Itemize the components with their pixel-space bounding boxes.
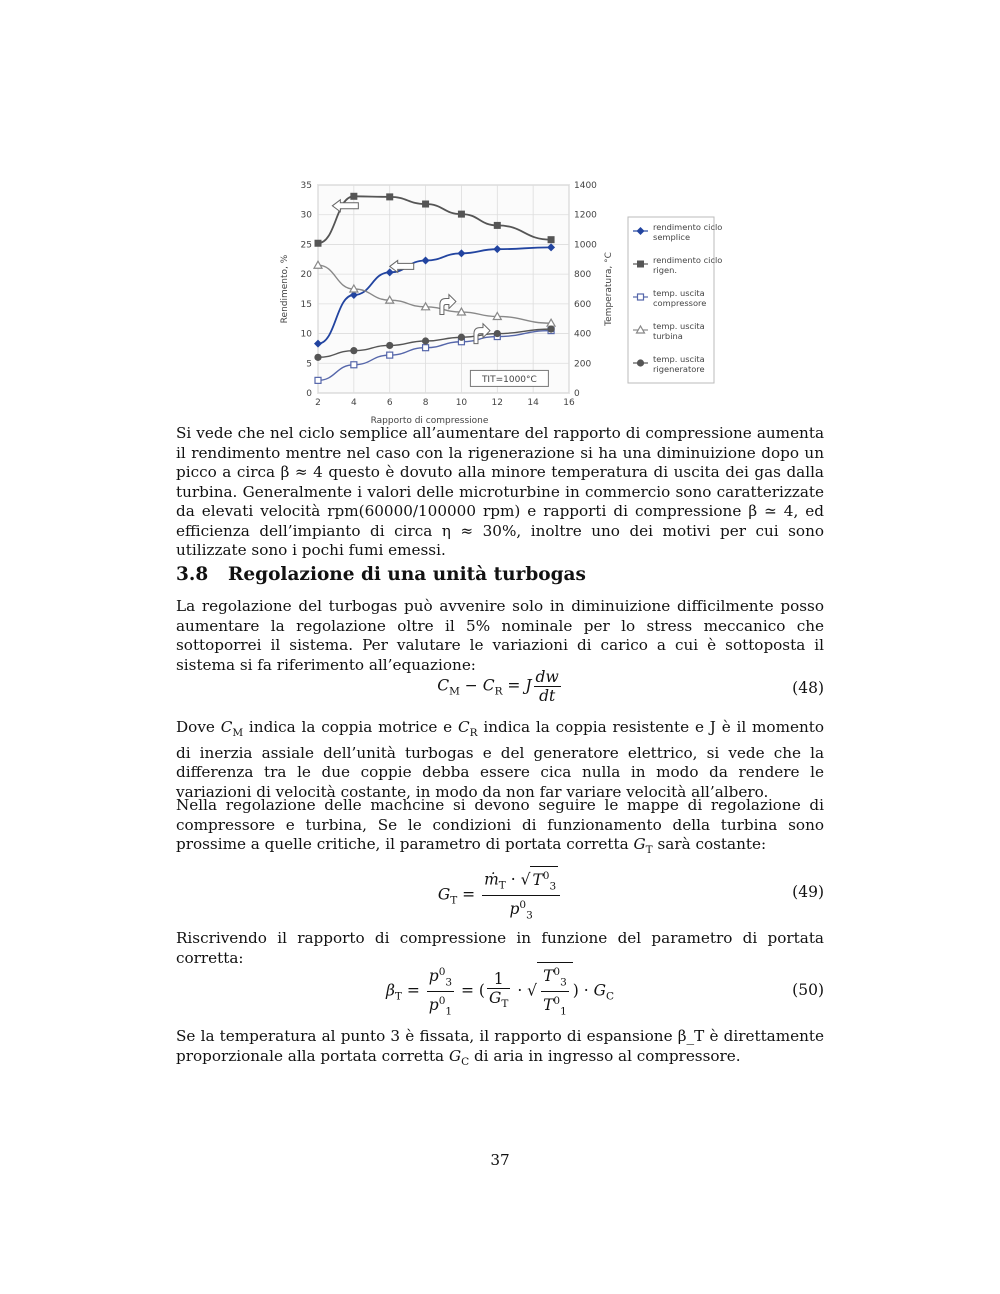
eq50-sqrt <box>537 962 573 1021</box>
paragraph-3-text: Dove $C_M$ indica la coppia motrice e $C_R$ indica la coppia resistente e J è il momento di inerzia assiale dell’unità turbogas e del generatore elettrico, si vede che la differenza tra le due coppie debba essere cica nulla in modo da rendere le variazioni di velocità costante, in modo da non far variare velocità all’albero. <box>176 718 824 801</box>
equation-48-body <box>176 668 824 705</box>
eq50-dot-1: · √ <box>512 981 538 1000</box>
legend-label-2-line2: compressore <box>653 298 707 308</box>
legend-label-0-line2: semplice <box>653 232 691 242</box>
paragraph-4-text: Nella regolazione delle machcine si devono seguire le mappe di regolazione di compressore e turbina, Se le condizioni di funzionamento della turbina sono prossime a quelle critiche, il parametro di portata corretta $G_T$ sarà costante: <box>176 796 824 857</box>
eq49-p-sup: 0 <box>519 899 527 912</box>
x-tick-label: 10 <box>455 398 468 408</box>
series-4-point <box>314 354 321 361</box>
eq50-g: G <box>488 988 502 1007</box>
eq49-p: p <box>509 900 520 919</box>
x-tick-label: 2 <box>315 398 321 408</box>
paragraph-5-text: Riscrivendo il rapporto di compressione in funzione del parametro di portata corretta: <box>176 929 824 967</box>
equation-50-body: $\beta_T$ = $\frac{p^0_3}{p^0_1}$ = ( $\frac{1}{G_T}$ · √ $\frac{T^0_3}{T^0_1}$ ) · $G_C$ <box>176 962 824 1021</box>
y-left-tick-label: 30 <box>300 210 312 221</box>
series-4-point <box>422 337 429 344</box>
eq48-cm: C <box>437 676 450 695</box>
eq49-p-sub: 3 <box>526 909 533 922</box>
eq50-t1-sup: 0 <box>553 995 561 1008</box>
eq49-t-sup: 0 <box>542 870 550 882</box>
eq49-mdot: ṁ <box>484 870 499 889</box>
eq50-p1 <box>427 992 454 1020</box>
section-title: Regolazione di una unità turbogas <box>228 564 586 585</box>
x-tick-label: 6 <box>386 398 393 408</box>
x-axis-label: Rapporto di compressione <box>370 416 489 426</box>
series-1-point <box>315 240 322 247</box>
series-1-point <box>386 193 393 200</box>
eq48-cr: − C <box>459 676 495 695</box>
series-1-point <box>494 222 501 229</box>
x-tick-label: 4 <box>350 398 357 408</box>
paragraph-1-text: Si vede che nel ciclo semplice all’aumentare del rapporto di compressione aumenta il rendimento mentre nel caso con la rigenerazione si ha una diminuizione dopo un picco a circa β ≈ 4 questo è dovuto alla minore temperatura di uscita dei gas dalla turbina. Generalmente i valori delle microturbine in commercio sono caratterizzate da elevati velocità rpm(60000/100000 rpm) e rapporti di compressione β ≃ 4, ed efficienza dell’impianto di circa η ≈ 30%, inoltre uno dei motivi per cui sono utilizzate sono i pochi fumi emessi. <box>176 424 824 559</box>
legend-label-1: rendimento ciclo <box>653 255 723 265</box>
legend-label-2: temp. uscita <box>653 288 705 298</box>
eq49-t-sub: 3 <box>549 880 557 893</box>
eq50-inverse-fraction <box>487 970 510 1013</box>
eq50-t3-sup: 0 <box>553 966 561 978</box>
eq50-open-paren: = ( <box>461 981 485 1000</box>
eq50-p1-sup: 0 <box>438 994 446 1007</box>
y-right-tick-label: 800 <box>574 270 592 281</box>
eq50-beta-sub: T <box>394 990 402 1003</box>
eq49-fraction <box>482 866 560 925</box>
eq48-j: = J <box>502 676 532 695</box>
y-right-tick-label: 600 <box>574 299 592 310</box>
eq50-p3-p: p <box>428 966 439 985</box>
series-4-point <box>458 334 465 341</box>
eq49-mdot-sub: T <box>498 879 506 892</box>
y-left-axis-label: Rendimento, % <box>280 254 290 324</box>
eq49-t: T <box>532 871 543 890</box>
y-left-tick-label: 15 <box>300 299 312 310</box>
eq50-p3-sup: 0 <box>438 965 446 978</box>
y-left-tick-label: 25 <box>300 240 312 251</box>
legend-marker-1 <box>637 261 644 268</box>
y-right-tick-label: 1200 <box>574 210 597 221</box>
equation-49 <box>176 866 824 922</box>
eq50-t3-sub: 3 <box>560 976 567 989</box>
legend-label-3-line2: turbina <box>653 331 683 341</box>
eq48-numerator: dw <box>535 668 559 686</box>
y-right-tick-label: 0 <box>574 389 580 399</box>
y-left-tick-label: 5 <box>306 359 312 370</box>
x-tick-label: 16 <box>563 398 575 408</box>
equation-49-number: (49) <box>792 883 824 901</box>
paragraph-regulation-intro <box>176 597 824 675</box>
eq49-g: G <box>437 885 451 904</box>
section-number: 3.8 <box>176 564 209 585</box>
eq50-p1-sub: 1 <box>445 1005 453 1017</box>
y-left-tick-label: 0 <box>306 389 312 399</box>
eq48-fraction <box>534 668 561 705</box>
eq48-cm-sub: M <box>449 685 460 698</box>
eq50-gt <box>487 989 510 1013</box>
series-1-point <box>548 236 555 243</box>
eq50-pressure-fraction <box>427 963 454 1021</box>
annotation-text: TIT=1000°C <box>481 374 537 385</box>
eq50-p1-p: p <box>428 995 439 1014</box>
y-left-tick-label: 10 <box>300 329 312 340</box>
eq50-g-sub: T <box>501 997 509 1010</box>
legend-label-4: temp. uscita <box>653 354 705 364</box>
y-right-tick-label: 1400 <box>574 181 597 191</box>
legend-marker-4 <box>637 359 644 366</box>
legend-label-4-line2: rigeneratore <box>653 364 705 374</box>
legend-label-0: rendimento ciclo <box>653 222 723 232</box>
eq50-temp-fraction <box>541 963 569 1021</box>
x-tick-label: 14 <box>527 398 539 408</box>
eq50-p3-sub: 3 <box>445 975 453 988</box>
series-1-point <box>458 211 465 218</box>
y-left-tick-label: 35 <box>300 181 312 191</box>
legend-marker-2 <box>638 294 644 300</box>
eq50-gc-sub: C <box>606 990 615 1003</box>
eq48-denominator: dt <box>539 687 556 705</box>
eq50-t1-sub: 1 <box>560 1005 567 1018</box>
legend-label-1-line2: rigen. <box>653 265 677 275</box>
paragraph-torque-definition <box>176 718 824 802</box>
page-number: 37 <box>490 1151 510 1169</box>
eq50-t3 <box>541 963 569 992</box>
section-heading <box>176 563 824 587</box>
eq50-p3 <box>427 963 454 992</box>
series-2-point <box>387 352 393 358</box>
y-right-tick-label: 400 <box>574 329 592 340</box>
eq49-sqrt-sign: √ <box>520 870 531 889</box>
equation-49-body: $G_T$ = $\frac{ṁ_T \cdot √ T^0_3}{p^0_3}$ <box>176 866 824 925</box>
series-4-point <box>494 330 501 337</box>
eq49-sqrt <box>530 866 558 895</box>
eq50-gc: G <box>593 981 606 1000</box>
paragraph-expansion-ratio <box>176 1027 824 1072</box>
eq50-close-paren: ) · <box>572 981 594 1000</box>
paragraph-maps <box>176 796 824 861</box>
y-right-tick-label: 1000 <box>574 240 597 251</box>
y-right-axis-label: Temperatura, °C <box>604 252 614 326</box>
paragraph-2-text: La regolazione del turbogas può avvenire solo in diminuizione difficilmente posso aumentare la regolazione oltre il 5% nominale per lo stress meccanico che sottoporrei il sistema. Per valutare le variazioni di carico a cui è sottoposta il sistema si fa riferimento all’equazione: <box>176 597 824 674</box>
series-2-point <box>423 345 429 351</box>
series-4-point <box>547 326 554 333</box>
eq49-denominator <box>482 896 560 924</box>
eq49-g-sub: T <box>450 894 458 907</box>
eq50-one: 1 <box>487 970 510 989</box>
eq48-cr-sub: R <box>494 685 503 698</box>
y-left-tick-label: 20 <box>300 270 312 281</box>
eq49-dot: · <box>505 870 521 889</box>
series-1-point <box>422 201 429 208</box>
paragraph-chart-discussion <box>176 424 824 561</box>
eq50-t3-t: T <box>543 967 554 986</box>
equation-50 <box>176 962 824 1018</box>
performance-chart <box>272 172 732 427</box>
series-2-point <box>315 377 321 383</box>
equation-48-number: (48) <box>792 679 824 697</box>
series-4-point <box>350 347 357 354</box>
paragraph-6-text: Se la temperatura al punto 3 è fissata, il rapporto di espansione β_T è direttamente proporzionale alla portata corretta $G_C$ di aria in ingresso al compressore. <box>176 1027 824 1068</box>
eq49-numerator <box>482 866 560 896</box>
x-tick-label: 12 <box>491 398 504 408</box>
eq50-beta: β <box>385 981 395 1000</box>
eq50-t1 <box>541 992 569 1020</box>
eq50-t1-t: T <box>543 996 554 1015</box>
series-4-point <box>386 342 393 349</box>
series-1-point <box>350 193 357 200</box>
equation-48 <box>176 668 824 708</box>
series-2-point <box>351 362 357 368</box>
equation-50-number: (50) <box>792 981 824 999</box>
legend-label-3: temp. uscita <box>653 321 705 331</box>
y-right-tick-label: 200 <box>574 359 592 370</box>
x-tick-label: 8 <box>422 398 429 408</box>
